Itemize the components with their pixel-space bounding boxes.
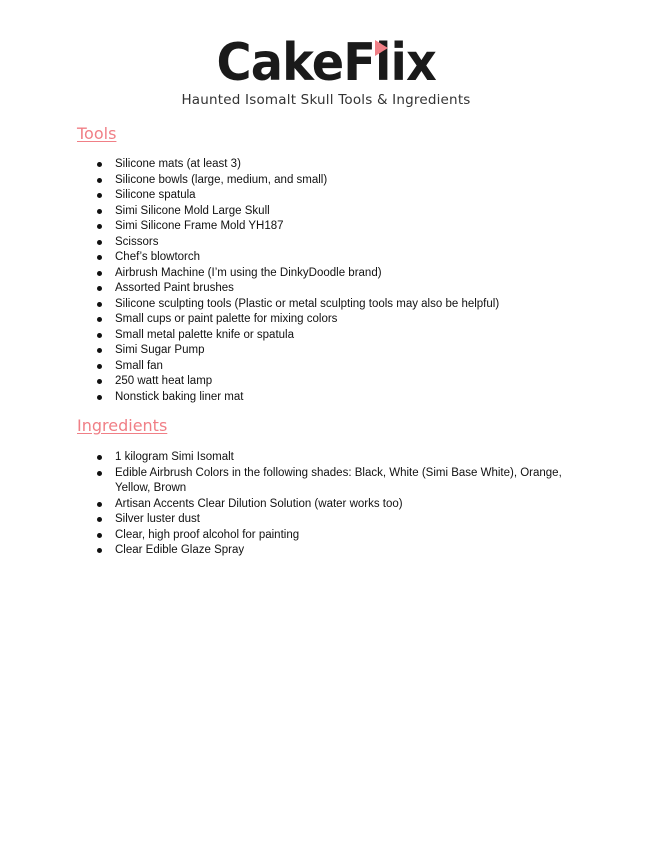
bullet-icon: [97, 379, 102, 384]
bullet-icon: [97, 533, 102, 538]
list-item: Nonstick baking liner mat: [97, 390, 597, 406]
bullet-icon: [97, 162, 102, 167]
play-triangle-icon: [375, 40, 388, 56]
cakeflix-logo: [0, 32, 652, 94]
bullet-icon: [97, 348, 102, 353]
bullet-icon: [97, 224, 102, 229]
bullet-icon: [97, 209, 102, 214]
bullet-icon: [97, 317, 102, 322]
bullet-icon: [97, 455, 102, 460]
list-item: Silicone sculpting tools (Plastic or metal sculpting tools may also be helpful): [97, 297, 597, 313]
list-item: Silver luster dust: [97, 512, 597, 528]
list-item: Clear Edible Glaze Spray: [97, 543, 597, 559]
bullet-icon: [97, 517, 102, 522]
bullet-icon: [97, 364, 102, 369]
list-item: 250 watt heat lamp: [97, 374, 597, 390]
list-item: Edible Airbrush Colors in the following shades: Black, White (Simi Base White), Orange, Yellow, Brown: [97, 466, 597, 497]
list-item: Silicone spatula: [97, 188, 597, 204]
logo-text: CakeFlix: [216, 33, 436, 93]
ingredients-heading: Ingredients: [77, 416, 168, 435]
list-item: Small fan: [97, 359, 597, 375]
bullet-icon: [97, 178, 102, 183]
list-item: Artisan Accents Clear Dilution Solution (water works too): [97, 497, 597, 513]
list-item: Silicone bowls (large, medium, and small): [97, 173, 597, 189]
list-item: Simi Sugar Pump: [97, 343, 597, 359]
list-item: Silicone mats (at least 3): [97, 157, 597, 173]
ingredients-list: [97, 450, 597, 559]
list-item: Simi Silicone Mold Large Skull: [97, 204, 597, 220]
bullet-icon: [97, 255, 102, 260]
tools-list: [97, 157, 597, 405]
list-item: Small cups or paint palette for mixing colors: [97, 312, 597, 328]
list-item: Simi Silicone Frame Mold YH187: [97, 219, 597, 235]
list-item: Clear, high proof alcohol for painting: [97, 528, 597, 544]
bullet-icon: [97, 471, 102, 476]
list-item: Scissors: [97, 235, 597, 251]
tools-heading: Tools: [77, 124, 117, 143]
list-item: Chef’s blowtorch: [97, 250, 597, 266]
list-item: Small metal palette knife or spatula: [97, 328, 597, 344]
bullet-icon: [97, 193, 102, 198]
bullet-icon: [97, 302, 102, 307]
bullet-icon: [97, 286, 102, 291]
list-item: Airbrush Machine (I’m using the DinkyDoodle brand): [97, 266, 597, 282]
bullet-icon: [97, 548, 102, 553]
bullet-icon: [97, 333, 102, 338]
list-item: 1 kilogram Simi Isomalt: [97, 450, 597, 466]
list-item: Assorted Paint brushes: [97, 281, 597, 297]
bullet-icon: [97, 502, 102, 507]
document-subtitle: Haunted Isomalt Skull Tools & Ingredients: [181, 92, 471, 108]
bullet-icon: [97, 240, 102, 245]
bullet-icon: [97, 271, 102, 276]
bullet-icon: [97, 395, 102, 400]
